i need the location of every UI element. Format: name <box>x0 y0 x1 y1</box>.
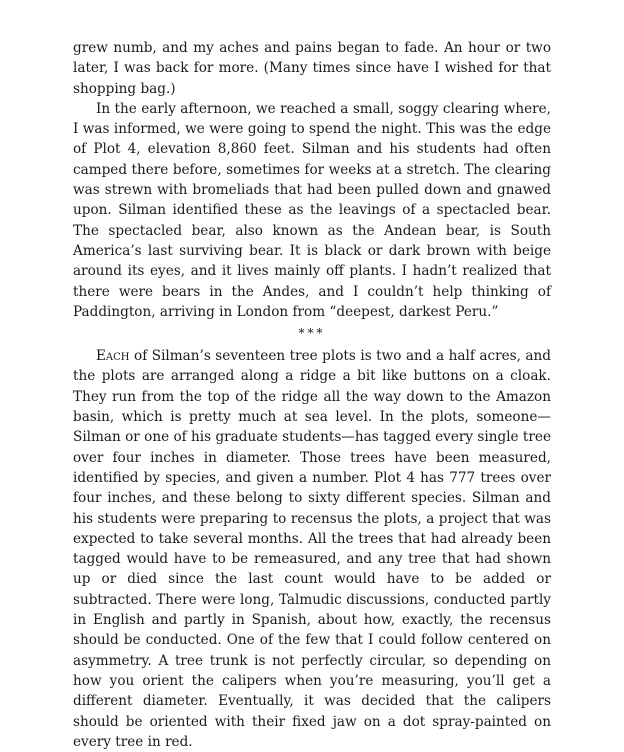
paragraph-clearing: In the early afternoon, we reached a small, soggy clearing where, I was informed, we were going to spend the night. This was the edge of Plot 4, elevation 8,860 feet. Silman and his students had often camped there before, sometimes for weeks at a stretch. The clearing was strewn with bromeliads that had been pulled down and gnawed upon. Silman identified these as the leavings of a spectacled bear. The spectacled bear, also known as the Andean bear, is South America’s last surviving bear. It is black or dark brown with beige around its eyes, and it lives mainly off plants. I hadn’t realized that there were bears in the Andes, and I couldn’t help thinking of Paddington, arriving in London from “deepest, darkest Peru.” <box>73 100 551 320</box>
paragraph-continuation: grew numb, and my aches and pains began to fade. An hour or two later, I was back for more. (Many times since have I wished for that shopping bag.) <box>73 40 551 97</box>
paragraph-tree-plots-text: of Silman’s seventeen tree plots is two and a half acres, and the plots are arranged along a ridge a bit like buttons on a cloak. They run from the top of the ridge all the way down to the Amazon basin, which is pretty much at sea level. In the plots, someone—Silman or one of his graduate students—has tagged every single tree over four inches in diameter. Those trees have been measured, identified by species, and given a number. Plot 4 has 777 trees over four inches, and these belong to sixty different species. Silman and his students were preparing to recensus the plots, a project that was expected to take several months. All the trees that had already been tagged would have to be remeasured, and any tree that had shown up or died since the last count would have to be added or subtracted. There were long, Talmudic discussions, conducted partly in English and partly in Spanish, about how, exactly, the recensus should be conducted. One of the few that I could follow centered on asymmetry. A tree trunk is not perfectly circular, so depending on how you orient the calipers when you’re measuring, you’ll get a different diameter. Eventually, it was decided that the calipers should be oriented with their fixed jaw on a dot spray-painted on every tree in red. <box>73 348 551 750</box>
section-break: *** <box>298 326 326 341</box>
book-page <box>73 38 551 752</box>
paragraph-tree-plots <box>73 346 551 752</box>
lead-word: Each <box>96 348 130 365</box>
